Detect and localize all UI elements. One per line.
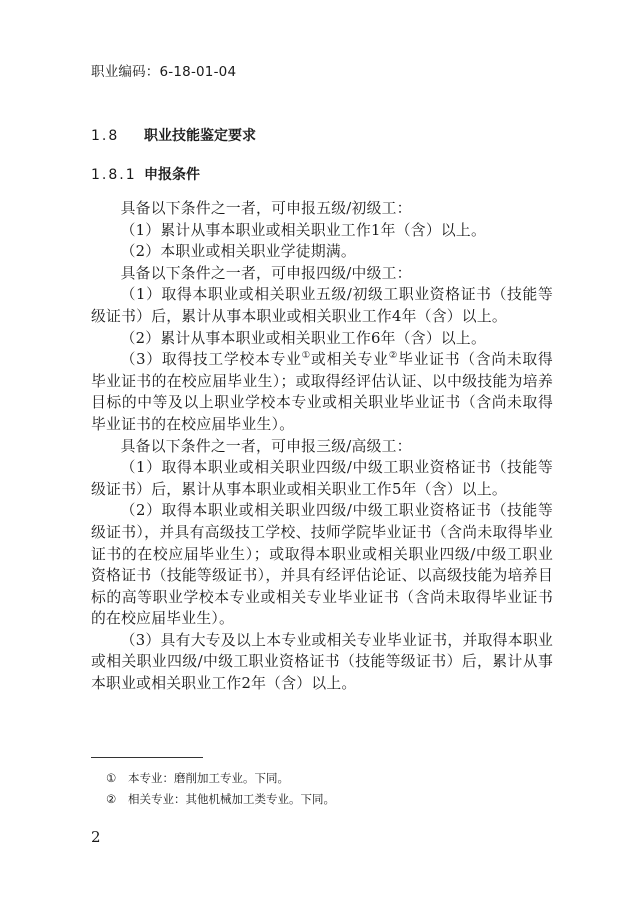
- text-run: 或相关专业: [311, 351, 389, 369]
- footnote-separator: [91, 757, 203, 758]
- footnote-text: 本专业：磨削加工专业。下同。: [128, 771, 289, 785]
- section-title: 职业技能鉴定要求: [144, 128, 256, 144]
- subsection-title: 申报条件: [144, 167, 200, 183]
- footnote-mark: ②: [106, 792, 117, 806]
- paragraph: 具备以下条件之一者，可申报三级/高级工：: [120, 437, 412, 455]
- body-text: [91, 198, 553, 695]
- paragraph: （2）取得本职业或相关职业四级/中级工职业资格证书（技能等级证书），并具有高级技工学校、技师学院毕业证书（含尚未取得毕业证书的在校应届毕业生）；或取得本职业或相关职业四级/中级工职业资格证书（技能等级证书），并具有经评估论证、以高级技能为培养目标的高等职业学校本专业或相关专业毕业证书（含尚未取得毕业证书的在校应届毕业生）。: [91, 502, 553, 628]
- footnotes: [106, 768, 335, 810]
- footnote-ref-1: ①: [301, 350, 312, 362]
- footnote-ref-2: ②: [388, 350, 399, 362]
- paragraph: （1）取得本职业或相关职业四级/中级工职业资格证书（技能等级证书）后，累计从事本职业或相关职业工作5年（含）以上。: [91, 459, 553, 498]
- paragraph: （1）取得本职业或相关职业五级/初级工职业资格证书（技能等级证书）后，累计从事本职业或相关职业工作4年（含）以上。: [91, 286, 553, 325]
- paragraph: （1）累计从事本职业或相关职业工作1年（含）以上。: [120, 221, 487, 239]
- text-run: （3）取得技工学校本专业: [120, 351, 302, 369]
- footnote-text: 相关专业：其他机械加工类专业。下同。: [128, 792, 335, 806]
- subsection-number: 1.8.1: [91, 167, 137, 183]
- paragraph: 具备以下条件之一者，可申报四级/中级工：: [120, 264, 412, 282]
- paragraph: （2）本职业或相关职业学徒期满。: [120, 243, 356, 261]
- section-number: 1.8: [91, 128, 120, 144]
- section-heading: [91, 125, 256, 145]
- footnote: [106, 789, 335, 810]
- footnote-mark: ①: [106, 771, 117, 785]
- occupation-code: 职业编码：6-18-01-04: [91, 64, 237, 80]
- paragraph: （2）累计从事本职业或相关职业工作6年（含）以上。: [120, 329, 487, 347]
- subsection-heading: [91, 164, 200, 184]
- paragraph: 具备以下条件之一者，可申报五级/初级工：: [120, 200, 412, 217]
- paragraph-with-footnote-marks: [91, 349, 553, 435]
- page-number: 2: [91, 828, 101, 846]
- footnote: [106, 768, 335, 789]
- text-run: 毕业证书（含尚未取得毕业证书的在校应届毕业生）；或取得经评估认证、以中级技能为培养目标的中等及以上职业学校本专业或相关职业毕业证书（含尚未取得毕业证书的在校应届毕业生）。: [91, 351, 553, 433]
- paragraph: （3）具有大专及以上本专业或相关专业毕业证书，并取得本职业或相关职业四级/中级工职业资格证书（技能等级证书）后，累计从事本职业或相关职业工作2年（含）以上。: [91, 631, 553, 693]
